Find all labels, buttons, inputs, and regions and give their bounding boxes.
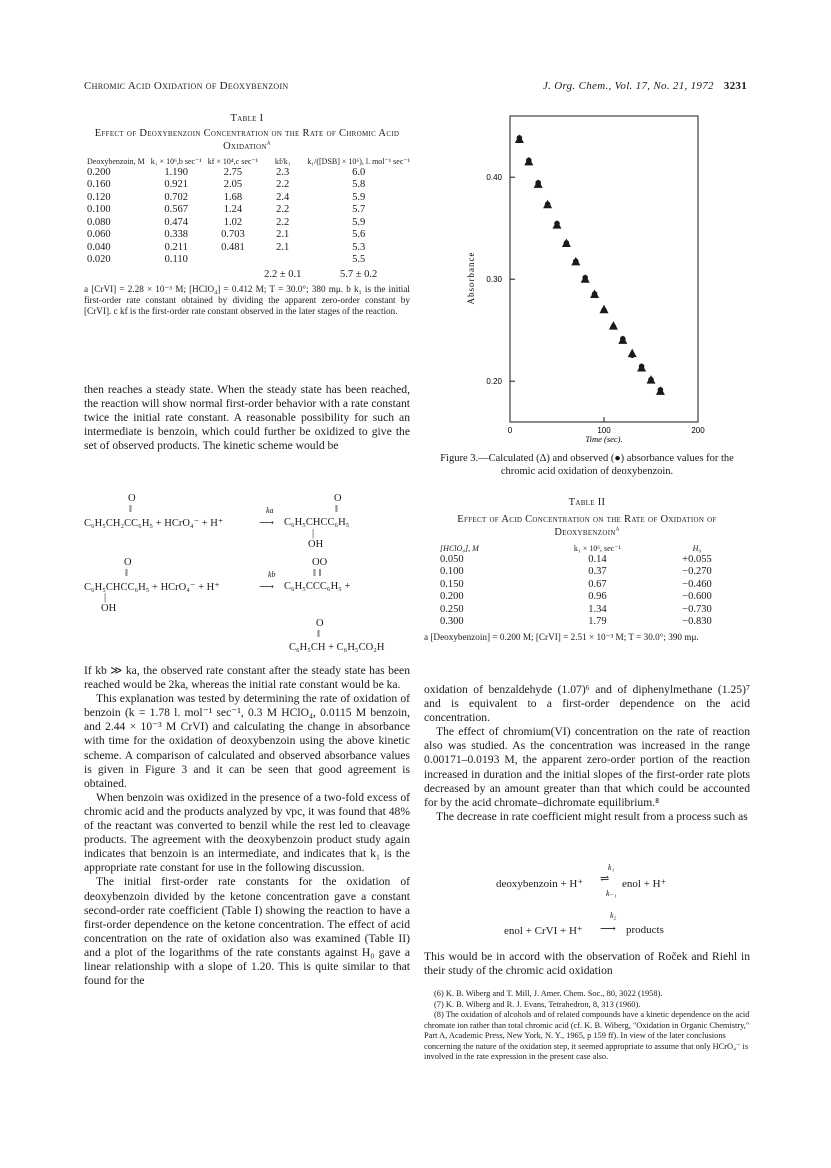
table-1-cell: 2.4: [276, 191, 290, 203]
table-1-header: kf × 10⁴,c sec⁻¹: [207, 157, 259, 166]
equation-1-reverse-rate: k₋₁: [606, 889, 617, 898]
table-1-cell: 5.7: [352, 204, 366, 215]
table-2-cell: 0.200: [440, 591, 464, 602]
table-1-row: [84, 254, 413, 267]
table-2-cell: −0.830: [682, 616, 712, 627]
table-1-cell: 1.190: [164, 166, 189, 178]
equation-1-left: deoxybenzoin + H⁺: [496, 878, 584, 890]
table-1-summary-cell: [148, 267, 205, 282]
table-2-cell: 0.37: [588, 566, 607, 577]
table-2-cell: 0.100: [440, 566, 464, 577]
table-1-cell: 0.200: [87, 166, 111, 178]
table-1-header: k₁/([DSB] × 10⁶), l. mol⁻¹ sec⁻¹: [307, 157, 410, 166]
left-column-text: [84, 664, 410, 988]
table-1-cell: 1.24: [223, 204, 243, 215]
observed-point: [535, 180, 541, 186]
table-1-cell: 0.080: [87, 216, 111, 228]
x-tick-label: 0: [507, 426, 513, 435]
page-number: 3231: [723, 80, 747, 92]
table-1-cell: 5.3: [352, 241, 366, 253]
running-head-right: [543, 80, 747, 92]
table-1-cell: 0.567: [164, 204, 189, 215]
table-2-cell: 0.050: [440, 553, 464, 565]
table-1-row: [84, 192, 413, 205]
table-1-row: [84, 167, 413, 180]
table-2-cell: 0.67: [588, 578, 607, 590]
equation-1-right: enol + H⁺: [622, 878, 667, 890]
right-paragraph-1: oxidation of benzaldehyde (1.07)⁶ and of diphenylmethane (1.25)⁷ and is equivalent to a first-order dependence on the acid concentration.: [424, 683, 750, 725]
equation-2-left: enol + CrVI + H⁺: [504, 925, 583, 937]
table-1-footnote: a [CrVI] = 2.28 × 10⁻³ M; [HClO₄] = 0.412 M; T = 30.0°; 380 mμ. b k₁ is the initial first-order rate constant obtained by dividing the apparent zero-order constant by [CrVI]. c kf is the first-order rate constant observed in the later stages of the reaction.: [84, 284, 410, 316]
table-2-cell: −0.270: [682, 566, 712, 577]
table-2-cell: 1.79: [588, 616, 607, 627]
scheme-bond-7: ‖: [317, 629, 320, 640]
table-1-cell: 2.2: [276, 216, 290, 228]
equation-2-rate: k₂: [610, 911, 617, 920]
table-1-summary-cell: [205, 267, 261, 282]
left-paragraph-3: This explanation was tested by determining the rate of oxidation of benzoin (k = 1.78 l. mol⁻¹ sec⁻¹, 0.3 M HClO₄, 0.0115 M benzoin, and 2.44 × 10⁻³ M CrVI) and calculating the change in absorbance with time for the oxidation of deoxybenzoin using the above kinetic scheme. A comparison of calculated and observed absorbance values is given in Figure 3 and it can be seen that good agreement is obtained.: [84, 692, 410, 790]
table-1-cell: 2.1: [276, 229, 290, 240]
reaction-1-product: C₆H₅CHCC₆H₅: [284, 517, 350, 528]
table-1-cell: 2.3: [276, 166, 290, 178]
observed-point: [564, 240, 570, 246]
table-2-cell: 0.150: [440, 578, 464, 590]
y-tick-label: 0.30: [486, 275, 502, 285]
observed-point: [517, 135, 523, 141]
scheme-bond-6: |: [104, 592, 107, 603]
scheme-bond-4: ‖: [125, 568, 128, 579]
table-1-header: k₁ × 10⁶,b sec⁻¹: [150, 157, 202, 166]
scheme-o-2: O: [334, 493, 342, 504]
table-1-cell: 0.338: [164, 229, 189, 240]
y-axis-label: Absorbance: [466, 251, 476, 305]
right-paragraph-3: The decrease in rate coefficient might result from a process such as: [436, 809, 748, 823]
table-1-cell: 0.921: [164, 179, 189, 190]
scheme-bond-1: ‖: [129, 504, 132, 515]
x-tick-label: 200: [691, 426, 705, 435]
table-1-summary-row: [84, 267, 413, 282]
table-2-row: [437, 579, 737, 592]
table-1-cell: 0.120: [87, 191, 111, 203]
x-axis-label: Time (sec).: [585, 434, 623, 444]
table-1-cell: 2.2: [276, 179, 290, 190]
equation-2-arrow: ⟶: [600, 923, 616, 935]
table-1-cell: 0.160: [87, 179, 111, 190]
table-1-cell: 0.211: [164, 241, 188, 253]
table-1-title: Effect of Deoxybenzoin Concentration on the Rate of Chromic Acid Oxidation$^a$: [94, 128, 400, 152]
table-1-cell: 5.8: [352, 179, 366, 190]
table-2-row: [437, 591, 737, 604]
scheme-o-4: O: [316, 618, 324, 629]
figure-3-caption: Figure 3.—Calculated (Δ) and observed (●) absorbance values for the chromic acid oxidation of deoxybenzoin.: [440, 453, 734, 477]
table-1-cell: [261, 254, 304, 267]
observed-point: [611, 324, 617, 330]
table-1-row: [84, 217, 413, 230]
table-2-row: [437, 554, 737, 567]
table-1-cell: 5.6: [352, 229, 366, 240]
scheme-bond-5: ‖ ‖: [313, 568, 322, 579]
table-1-cell: 0.060: [87, 229, 111, 240]
reaction-1-rate: ka: [266, 506, 274, 515]
kinetic-scheme: [84, 490, 414, 662]
observed-point: [620, 336, 626, 342]
table-2-header: H₀: [692, 544, 702, 553]
references: [424, 989, 750, 1063]
table-2-cell: 0.14: [588, 553, 607, 565]
table-2-row: [437, 604, 737, 617]
x-tick-label: 100: [597, 426, 611, 435]
table-2-label: Table II: [568, 497, 606, 508]
table-2-row: [437, 566, 737, 579]
observed-point: [545, 201, 551, 207]
reaction-2-reactants: C₆H₅CHCC₆H₅ + HCrO₄⁻ + H⁺: [84, 582, 220, 593]
observed-point: [639, 364, 645, 370]
table-2-header: k₁ × 10⁶, sec⁻¹: [573, 544, 621, 553]
table-1-cell: 2.2: [276, 204, 290, 215]
table-2: [424, 496, 750, 643]
right-paragraph-2: The effect of chromium(VI) concentration on the rate of reaction also was studied. As the concentration was increased in the range 0.00171–0.0193 M, the apparent zero-order portion of the reaction increased in duration and the initial slopes of the first-order rate plots decreased by an amount greater than that which could be accounted for by the acid chromate–dichromate equilibrium.⁸: [424, 725, 750, 809]
table-1-summary-cell: 5.7 ± 0.2: [340, 268, 378, 280]
table-1-cell: 1.68: [223, 191, 243, 203]
scheme-o-1: O: [128, 493, 136, 504]
table-2-cell: +0.055: [682, 553, 712, 565]
equation-1-arrows: ⇌: [600, 873, 609, 885]
equation-1-forward-rate: k₁: [608, 863, 615, 872]
table-2-grid: [437, 544, 737, 629]
left-paragraph-4: When benzoin was oxidized in the presence of a two-fold excess of chromic acid and the products analyzed by vpc, it was found that 48% of the reactant was converted to benzil while the rest led to cleavage products. The agreement with the deoxybenzoin product study again indicates that benzoin is an intermediate, and indicates that k₁ is the appropriate rate constant for use in the following discussion.: [84, 790, 410, 875]
table-1-cell: 5.5: [352, 254, 366, 265]
table-1-header: Deoxybenzoin, M: [87, 157, 145, 166]
reference-item: (8) The oxidation of alcohols and of related compounds have a kinetic dependence on the acid chromate ion rather than total chromic acid (cf. K. B. Wiberg, "Oxidation in Organic Chemistry," Part A, Academic Press, New York, N. Y., 1965, p 159 ff). In view of the later conclusions concerning the nature of the oxidation step, it seemed appropriate to assume that only HCrO₄⁻ is involved in the rate expression in the present case also.: [424, 1010, 750, 1061]
reference-item: (6) K. B. Wiberg and T. Mill, J. Amer. Chem. Soc., 80, 3022 (1958).: [434, 989, 663, 998]
figure-3-plot: [426, 108, 748, 448]
plot-frame: [510, 116, 698, 422]
reaction-2-products: C₆H₅CCC₆H₅ +: [284, 581, 351, 592]
table-1-cell: 5.9: [352, 216, 366, 228]
observed-point: [582, 275, 588, 281]
table-1-cell: 2.1: [276, 241, 290, 253]
reaction-1-reactants: C₆H₅CH₂CC₆H₅ + HCrO₄⁻ + H⁺: [84, 518, 224, 529]
table-1-cell: 2.05: [223, 179, 243, 190]
observed-point: [629, 352, 635, 358]
left-paragraph-5: The initial first-order rate constants for the oxidation of deoxybenzoin divided by the ketone concentration gave a constant second-order rate coefficient (Table I) showing the reaction to have a first-order dependence on the ketone concentration. The effect of acid concentration on the rate of oxidation also was examined (Table II) and a plot of the logarithms of the rate constants against H₀ gave a linear relationship with a slope of 1.20. This is quite similar to that found for the: [84, 875, 410, 988]
table-1-row: [84, 179, 413, 192]
table-1-cell: 0.040: [87, 241, 111, 253]
reaction-2-oh: OH: [101, 603, 117, 614]
table-1-cell: 0.110: [164, 254, 188, 265]
scheme-bond-2: ‖: [335, 504, 338, 515]
reaction-1-arrow: ⟶: [259, 518, 275, 529]
table-1-cell: 6.0: [352, 166, 366, 178]
table-1-summary-cell: 2.2 ± 0.1: [264, 268, 302, 280]
table-1-cell: 1.02: [223, 216, 243, 228]
scheme-bond-3: |: [312, 528, 315, 539]
table-1-row: [84, 229, 413, 242]
left-paragraph-2: If kb ≫ ka, the observed rate constant after the steady state has been reached would be 2ka, whereas the initial rate constant would be ka.: [84, 664, 410, 692]
table-1-summary-cell: [84, 267, 148, 282]
observed-point: [573, 259, 579, 265]
equation-2-right: products: [626, 924, 664, 936]
table-1-cell: 0.481: [221, 241, 245, 253]
figure-3: [426, 108, 748, 448]
table-1-label: Table I: [230, 113, 264, 124]
right-paragraph-4: This would be in accord with the observation of Roček and Riehl in their study of the chromic acid oxidation: [424, 950, 750, 978]
table-2-cell: −0.730: [682, 603, 712, 615]
observed-point: [554, 221, 560, 227]
observed-point: [601, 308, 607, 314]
table-1-row: [84, 242, 413, 255]
table-2-footnote: a [Deoxybenzoin] = 0.200 M; [CrVI] = 2.51 × 10⁻³ M; T = 30.0°; 390 mμ.: [424, 631, 699, 642]
table-2-cell: −0.600: [682, 591, 712, 602]
running-head-left: Chromic Acid Oxidation of Deoxybenzoin: [84, 80, 289, 92]
table-1-cell: 0.100: [87, 204, 111, 215]
left-paragraph-1: then reaches a steady state. When the steady state has been reached, the reaction will show normal first-order behavior with a rate constant twice the initial rate constant. A reasonable possibility for such an intermediate is benzoin, which could further be oxidized to give the set of observed products. The kinetic scheme would be: [84, 383, 410, 453]
table-1-cell: 5.9: [352, 191, 366, 203]
table-1-header: kf/k₁: [274, 157, 291, 166]
scheme-oo: OO: [312, 557, 328, 568]
y-tick-label: 0.20: [486, 377, 502, 387]
reference-item: (7) K. B. Wiberg and R. J. Evans, Tetrahedron, 8, 313 (1960).: [434, 999, 641, 1009]
table-2-cell: 0.250: [440, 603, 464, 615]
equations: [424, 862, 750, 948]
table-1-grid: [84, 157, 413, 281]
table-1-cell: 0.020: [87, 254, 111, 265]
table-2-cell: −0.460: [682, 578, 712, 590]
reaction-1-oh: OH: [308, 539, 324, 550]
scheme-o-3: O: [124, 557, 132, 568]
table-1-cell: 0.474: [164, 216, 189, 228]
observed-point: [592, 291, 598, 297]
journal-citation: J. Org. Chem., Vol. 17, No. 21, 1972: [542, 80, 714, 92]
table-1-cell: 0.702: [164, 191, 189, 203]
observed-point: [648, 377, 654, 383]
reaction-2-cleavage-products: C₆H₅CH + C₆H₅CO₂H: [289, 642, 385, 653]
table-1-cell: 0.703: [221, 229, 245, 240]
reaction-2-arrow: ⟶: [259, 582, 275, 593]
observed-point: [658, 387, 664, 393]
y-tick-label: 0.40: [486, 173, 502, 183]
table-1-row: [84, 204, 413, 217]
table-1-cell: [205, 254, 261, 267]
table-2-cell: 0.96: [588, 591, 607, 602]
table-1-cell: 2.75: [223, 166, 243, 178]
table-2-header: [HClO₄], M: [440, 544, 479, 553]
table-2-cell: 0.300: [440, 616, 464, 627]
observed-point: [526, 158, 532, 164]
table-2-title: Effect of Acid Concentration on the Rate of Oxidation of Deoxybenzoin$^a$: [457, 514, 717, 538]
table-1: [84, 112, 410, 317]
reaction-2-rate: kb: [268, 570, 276, 579]
table-2-row: [437, 616, 737, 629]
table-2-cell: 1.34: [588, 603, 607, 615]
right-column-text: [424, 683, 750, 824]
